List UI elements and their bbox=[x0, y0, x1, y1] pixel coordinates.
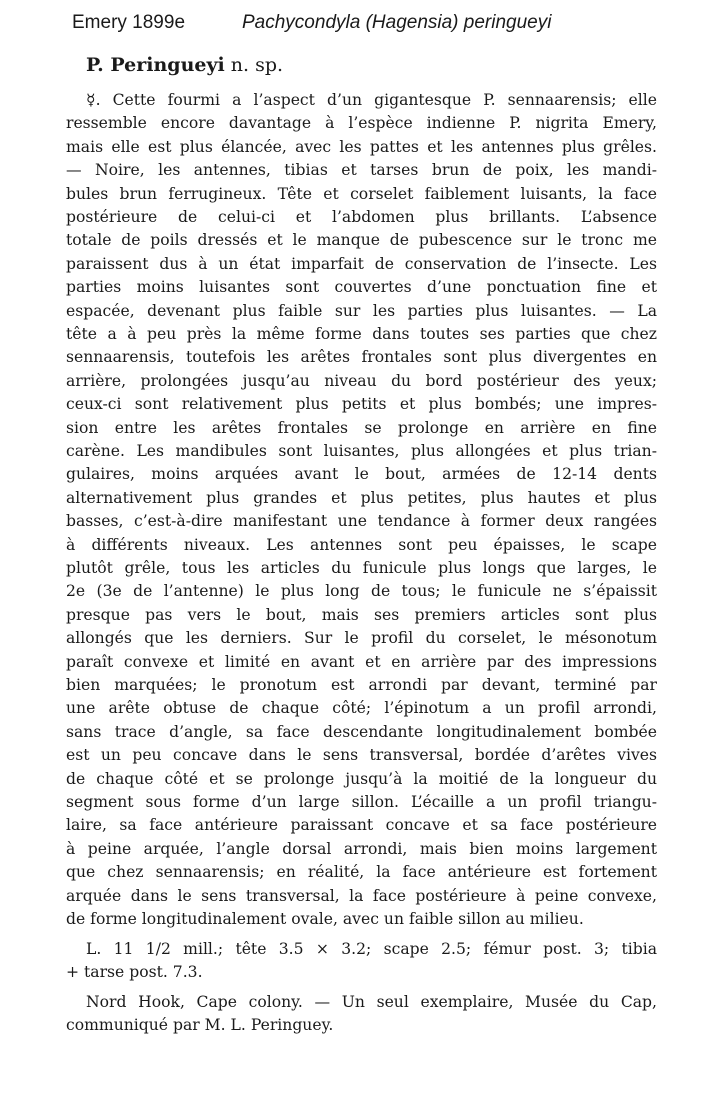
text-line: sennaarensis, toutefois les arêtes frontales sont plus divergentes en bbox=[66, 348, 657, 367]
text-line: ceux-ci sont relativement plus petits et plus bombés; une impres- bbox=[66, 395, 657, 414]
measurements-line: L. 11 1/2 mill.; tête 3.5 × 3.2; scape 2.5; fémur post. 3; tibia bbox=[86, 940, 657, 958]
text-line: bien marquées; le pronotum est arrondi par devant, terminé par bbox=[66, 676, 657, 694]
species-suffix: n. sp. bbox=[230, 54, 284, 76]
text-line: alternativement plus grandes et plus petites, plus hautes et plus bbox=[66, 488, 657, 507]
taxon-name: Pachycondyla (Hagensia) peringueyi bbox=[242, 12, 552, 33]
text-line: est un peu concave dans le sens transversal, bordée d’arêtes vives bbox=[66, 746, 657, 765]
text-line: de forme longitudinalement ovale, avec un faible sillon au milieu. bbox=[66, 910, 584, 928]
text-line: paraît convexe et limité en avant et en arrière par des impressions bbox=[66, 652, 657, 671]
text-line: bules brun ferrugineux. Tête et corselet faiblement luisants, la face bbox=[66, 184, 657, 203]
text-line: arquée dans le sens transversal, la face postérieure à peine convexe, bbox=[66, 886, 657, 905]
text-line: ☿. Cette fourmi a l’aspect d’un gigantesque P. sennaarensis; elle bbox=[86, 91, 657, 109]
text-line: à différents niveaux. Les antennes sont peu épaisses, le scape bbox=[66, 535, 657, 554]
text-line: laire, sa face antérieure paraissant concave et sa face postérieure bbox=[66, 816, 657, 835]
text-line: gulaires, moins arquées avant le bout, armées de 12-14 dents bbox=[66, 465, 657, 484]
locality-line: communiqué par M. L. Peringuey. bbox=[66, 1016, 334, 1035]
text-line: que chez sennaarensis; en réalité, la face antérieure est fortement bbox=[66, 863, 657, 882]
text-line: carène. Les mandibules sont luisantes, plus allongées et plus trian- bbox=[66, 442, 657, 460]
text-line: ressemble encore davantage à l’espèce indienne P. nigrita Emery, bbox=[66, 114, 657, 133]
text-line: allongés que les derniers. Sur le profil du corselet, le mésonotum bbox=[66, 629, 657, 648]
text-line: une arête obtuse de chaque côté; l’épinotum a un profil arrondi, bbox=[66, 699, 657, 718]
text-line: à peine arquée, l’angle dorsal arrondi, mais bien moins largement bbox=[66, 839, 657, 858]
text-line: segment sous forme d’un large sillon. L’écaille a un profil triangu- bbox=[66, 793, 657, 811]
text-line: tête a à peu près la même forme dans toutes ses parties que chez bbox=[66, 325, 657, 343]
text-line: sion entre les arêtes frontales se prolonge en arrière en fine bbox=[66, 418, 657, 437]
text-line: postérieure de celui-ci et l’abdomen plus brillants. L’absence bbox=[66, 208, 657, 226]
species-heading bbox=[86, 54, 283, 76]
text-line: — Noire, les antennes, tibias et tarses brun de poix, les mandi- bbox=[66, 161, 657, 180]
text-line: basses, c’est-à-dire manifestant une tendance à former deux rangées bbox=[66, 512, 657, 531]
text-line: espacée, devenant plus faible sur les parties plus luisantes. — La bbox=[66, 301, 657, 320]
text-line: sans trace d’angle, sa face descendante longitudinalement bombée bbox=[66, 722, 657, 741]
text-line: mais elle est plus élancée, avec les pattes et les antennes plus grêles. bbox=[66, 137, 657, 156]
text-line: arrière, prolongées jusqu’au niveau du bord postérieur des yeux; bbox=[66, 371, 657, 390]
text-line: totale de poils dressés et le manque de pubescence sur le tronc me bbox=[66, 231, 657, 250]
text-line: 2e (3e de l’antenne) le plus long de tous; le funicule ne s’épaissit bbox=[66, 582, 657, 601]
text-line: presque pas vers le bout, mais ses premiers articles sont plus bbox=[66, 605, 657, 624]
text-line: paraissent dus à un état imparfait de conservation de l’insecte. Les bbox=[66, 254, 657, 273]
author-year: Emery 1899e bbox=[72, 12, 186, 33]
page-header bbox=[72, 12, 672, 42]
measurements-line: + tarse post. 7.3. bbox=[66, 963, 203, 982]
text-line: de chaque côté et se prolonge jusqu’à la moitié de la longueur du bbox=[66, 769, 657, 788]
species-name: P. Peringueyi bbox=[86, 54, 225, 76]
locality-line: Nord Hook, Cape colony. — Un seul exemplaire, Musée du Cap, bbox=[86, 993, 657, 1011]
text-line: parties moins luisantes sont couvertes d’une ponctuation fine et bbox=[66, 278, 657, 297]
text-line: plutôt grêle, tous les articles du funicule plus longs que larges, le bbox=[66, 559, 657, 577]
